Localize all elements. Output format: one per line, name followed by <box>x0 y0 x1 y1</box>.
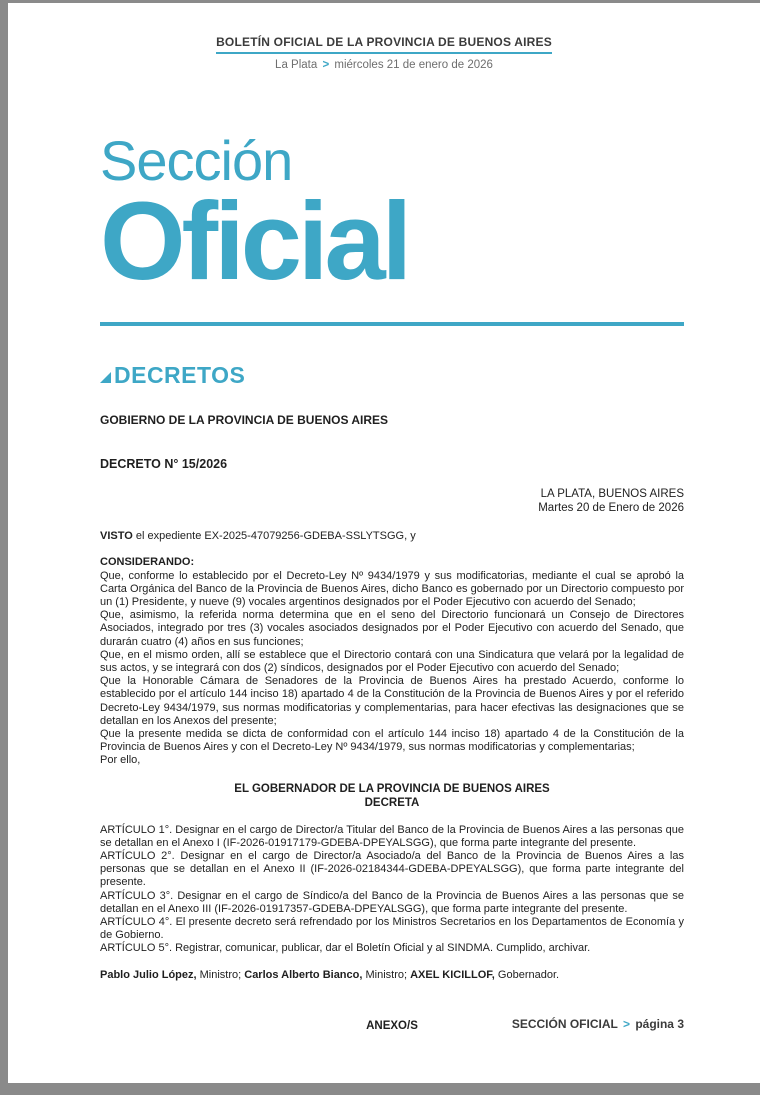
article-paragraph: ARTÍCULO 3°. Designar en el cargo de Síndico/a del Banco de la Provincia de Buenos Aires a las personas que se detallan en el Anexo III (IF-2026-01917357-GDEBA-DPEYALSGG), que forma parte integrante del presente. <box>100 889 684 915</box>
considerando-paragraph: Que la Honorable Cámara de Senadores de la Provincia de Buenos Aires ha prestado Acuerdo, conforme lo establecido por el artículo 144 inciso 18) apartado 4 de la Constitución de la Provincia de Buenos Aires y por el referido Decreto-Ley 9434/1979, sus normas modificatorias y complementarias, para hacer efectivas las designaciones que se detallan en los Anexos del presente; <box>100 675 684 727</box>
considerando-paragraph: Que, asimismo, la referida norma determina que en el seno del Directorio funcionará un Consejo de Directores Asociados, integrado por tres (3) vocales asociados designados por el Poder Ejecutivo con acuerdo del Senado, que durarán cuatro (4) años en sus funciones; <box>100 609 684 648</box>
signatory-name: AXEL KICILLOF, <box>410 968 495 981</box>
banner-word-seccion: Sección <box>100 129 293 192</box>
section-triangle-icon <box>100 372 111 383</box>
dateline <box>100 487 684 515</box>
authority-heading <box>100 782 684 811</box>
article-paragraph: ARTÍCULO 5°. Registrar, comunicar, publicar, dar el Boletín Oficial y al SINDMA. Cumplido, archivar. <box>100 942 591 955</box>
articles <box>100 824 684 956</box>
banner-word-oficial: Oficial <box>100 180 409 303</box>
scan-frame-bottom <box>0 1083 760 1095</box>
decretos-label: DECRETOS <box>114 362 246 389</box>
chevron-right-icon: > <box>622 1017 630 1031</box>
signatory-role: Ministro; <box>362 968 411 981</box>
considerando-paragraphs <box>100 570 684 768</box>
footer-section: SECCIÓN OFICIAL <box>511 1017 618 1031</box>
authority-line: EL GOBERNADOR DE LA PROVINCIA DE BUENOS AIRES <box>234 782 550 795</box>
considerando-paragraph: Que, en el mismo orden, allí se establece que el Directorio contará con una Sindicatura que velará por la legalidad de sus actos, y se integrará con dos (2) síndicos, designados por el Poder Ejecutivo con acuerdo del Senado; <box>100 648 684 675</box>
banner-rule <box>100 322 684 326</box>
section-banner <box>100 129 684 326</box>
masthead-dateline <box>8 59 760 71</box>
signatory-name: Carlos Alberto Bianco, <box>244 968 363 981</box>
considerando-paragraph: Que, conforme lo establecido por el Decreto-Ley Nº 9434/1979 y sus modificatorias, mediante el cual se aprobó la Carta Orgánica del Banco de la Provincia de Buenos Aires, dicho Banco es gobernado por un Directorio compuesto por un (1) Presidente, y nueve (9) vocales argentinos designados por el Poder Ejecutivo con acuerdo del Senado; <box>100 569 684 608</box>
signatory-role: Gobernador. <box>494 968 560 981</box>
document-page <box>8 3 760 1083</box>
decree-number: DECRETO N° 15/2026 <box>100 457 228 472</box>
page-footer <box>512 1017 684 1031</box>
article-paragraph: ARTÍCULO 4°. El presente decreto será refrendado por los Ministros Secretarios en los Departamentos de Economía y de Gobierno. <box>100 916 684 942</box>
government-title: GOBIERNO DE LA PROVINCIA DE BUENOS AIRES <box>100 413 389 428</box>
considerando-label: CONSIDERANDO: <box>100 556 195 569</box>
por-ello: Por ello, <box>100 754 141 767</box>
masthead-place: La Plata <box>275 59 318 71</box>
masthead-title: BOLETÍN OFICIAL DE LA PROVINCIA DE BUENOS AIRES <box>216 35 552 54</box>
chevron-right-icon: > <box>322 59 330 71</box>
annex-heading: ANEXO/S <box>366 1019 418 1032</box>
dateline-date: Martes 20 de Enero de 2026 <box>538 502 684 515</box>
visto-label: VISTO <box>100 530 133 543</box>
masthead <box>8 33 760 71</box>
decree-body <box>100 530 684 1033</box>
signatory-name: Pablo Julio López, <box>100 968 197 981</box>
masthead-date: miércoles 21 de enero de 2026 <box>334 59 493 71</box>
article-paragraph: ARTÍCULO 1°. Designar en el cargo de Director/a Titular del Banco de la Provincia de Buenos Aires a las personas que se detallan en el Anexo I (IF-2026-01917179-GDEBA-DPEYALSGG), que forma parte integrante del presente. <box>100 823 684 849</box>
scan-frame-left <box>0 0 8 1095</box>
signatory-role: Ministro; <box>196 968 245 981</box>
visto-paragraph <box>100 530 684 543</box>
visto-text: el expediente EX-2025-47079256-GDEBA-SSLYTSGG, y <box>132 530 416 543</box>
footer-page-number: página 3 <box>635 1017 684 1031</box>
article-paragraph: ARTÍCULO 2°. Designar en el cargo de Director/a Asociado/a del Banco de la Provincia de Buenos Aires a las personas que se detallan en el Anexo II (IF-2026-02184344-GDEBA-DPEYALSGG), que forma parte integrante del presente. <box>100 850 684 889</box>
signatories <box>100 969 684 982</box>
dateline-place: LA PLATA, BUENOS AIRES <box>540 488 684 501</box>
considerando-paragraph: Que la presente medida se dicta de conformidad con el artículo 144 inciso 18) apartado 4 de la Constitución de la Provincia de Buenos Aires y con el Decreto-Ley Nº 9434/1979, sus normas modificatorias y complementarias; <box>100 728 684 754</box>
decreta-line: DECRETA <box>364 797 420 810</box>
decretos-heading <box>100 364 684 387</box>
